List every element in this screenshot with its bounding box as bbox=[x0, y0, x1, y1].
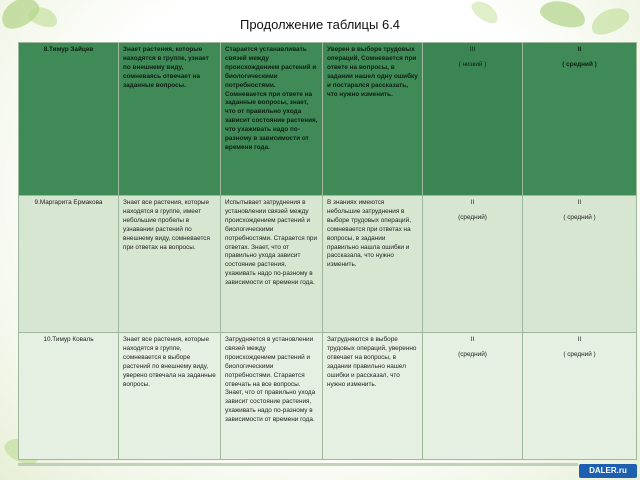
assessment-table bbox=[18, 42, 637, 460]
level-value: II bbox=[470, 336, 475, 343]
level-label: ( средний ) bbox=[562, 60, 597, 68]
level-label: ( низкий ) bbox=[458, 60, 487, 68]
labor-operations-cell: Затрудняются в выборе трудовых операций, уверенно отвечает на вопросы, в задании правильно нашел ошибки и рассказал, что нужно изменить. bbox=[323, 333, 423, 460]
relations-cell: Затрудняется в установлении связей между происхождением растений и биологическими потребностями. Старается отвечать на все вопросы. Знает, что от правильно ухода зависит состояние растения, ухаживать надо по-разному в зависимости от времени года. bbox=[221, 333, 323, 460]
level-value: II bbox=[577, 336, 582, 343]
level-label: ( средний ) bbox=[563, 213, 596, 221]
level-value: II bbox=[577, 46, 582, 53]
level-cell bbox=[523, 196, 637, 333]
level-cell bbox=[423, 196, 523, 333]
student-name: 8.Тимур Зайцев bbox=[19, 43, 119, 196]
level-cell bbox=[523, 333, 637, 460]
level-cell bbox=[423, 43, 523, 196]
relations-cell: Старается устанавливать связей между происхождением растений и биологическими потребностями. Сомневается при ответе на заданные вопросы, знает, что от правильно ухода зависит состояние растения, что ухаживать надо по-разному в зависимости от времени года. bbox=[221, 43, 323, 196]
labor-operations-cell: Уверен в выборе трудовых операций, Сомневается при ответе на вопросы, в задании нашел одну ошибку и постарался рассказать, что нужно изменить. bbox=[323, 43, 423, 196]
watermark-logo: DALER.ru bbox=[579, 464, 637, 478]
level-cell bbox=[523, 43, 637, 196]
plants-knowledge-cell: Знает все растения, которые находятся в группе, сомневается в выборе растений по внешнему виду, уверено отвечала на заданные вопросы. bbox=[119, 333, 221, 460]
plants-knowledge-cell: Знает растения, которые находятся в группе, узнает по внешнему виду, сомневаясь отвечает на заданные вопросы. bbox=[119, 43, 221, 196]
table-row bbox=[19, 196, 637, 333]
level-value: II bbox=[577, 199, 582, 206]
table-row bbox=[19, 43, 637, 196]
level-cell bbox=[423, 333, 523, 460]
level-label: ( средний ) bbox=[563, 350, 596, 358]
labor-operations-cell: В знаниях имеются небольшие затруднения в выборе трудовых операций, сомневается при ответах на вопросы, в задании правильно нашла ошибки и рассказала, что нужно изменить. bbox=[323, 196, 423, 333]
table-shadow bbox=[18, 463, 578, 466]
table-row bbox=[19, 333, 637, 460]
level-value: III bbox=[469, 46, 476, 53]
student-name: 9.Маргарита Ермакова bbox=[19, 196, 119, 333]
level-label: (средний) bbox=[458, 350, 487, 358]
level-label: (средний) bbox=[458, 213, 487, 221]
page-title: Продолжение таблицы 6.4 bbox=[239, 17, 401, 32]
relations-cell: Испытывает затруднения в установлении связей между происхождением растений и биологическими потребностями. Старается при ответах. Знает, что от правильно ухода зависит состояние растения, ухаживать надо по-разному в зависимости от времени года. bbox=[221, 196, 323, 333]
plants-knowledge-cell: Знает все растения, которые находятся в группе, имеет небольшие пробелы в узнавании растений по внешнему виду, сомневается при ответах на вопросы. bbox=[119, 196, 221, 333]
student-name: 10.Тимур Коваль bbox=[19, 333, 119, 460]
level-value: II bbox=[470, 199, 475, 206]
